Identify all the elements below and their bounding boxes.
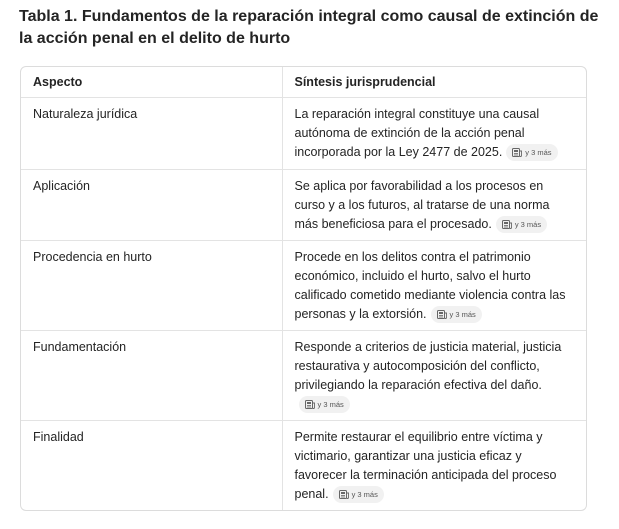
citation-chip[interactable] (431, 306, 482, 323)
table-row (21, 170, 586, 241)
data-table (20, 66, 587, 511)
citation-label: y 3 más (449, 310, 476, 320)
table-row (21, 331, 586, 421)
synthesis-text: Permite restaurar el equilibrio entre víctima y victimario, garantizar una justicia eficaz y favorecer la terminación anticipada del proceso penal. (294, 430, 557, 501)
aspect-cell: Procedencia en hurto (21, 241, 282, 331)
synthesis-text: Procede en los delitos contra el patrimonio económico, incluido el hurto, salvo el hurto calificado cometido mediante violencia contra las personas y la extorsión. (294, 250, 566, 321)
news-icon (502, 220, 512, 229)
aspect-cell: Naturaleza jurídica (21, 98, 282, 170)
citation-label: y 3 más (525, 148, 552, 158)
news-icon (512, 148, 522, 157)
aspect-cell: Finalidad (21, 421, 282, 511)
synthesis-text: Responde a criterios de justicia material, justicia restaurativa y autocomposición del conflicto, privilegiando la reparación efectiva del daño. (294, 340, 562, 392)
table-row (21, 421, 586, 511)
synthesis-cell (282, 421, 586, 511)
synthesis-cell (282, 331, 586, 421)
synthesis-text: Se aplica por favorabilidad a los procesos en curso y a los futuros, al tratarse de una norma más beneficiosa para el procesado. (294, 179, 550, 231)
news-icon (305, 400, 315, 409)
aspect-cell: Aplicación (21, 170, 282, 241)
table-row (21, 98, 586, 170)
synthesis-cell (282, 241, 586, 331)
synthesis-cell (282, 170, 586, 241)
synthesis-cell (282, 98, 586, 170)
citation-chip[interactable] (299, 396, 350, 413)
synthesis-text: La reparación integral constituye una causal autónoma de extinción de la acción penal incorporada por la Ley 2477 de 2025. (294, 107, 540, 159)
citation-label: y 3 más (351, 490, 378, 500)
news-icon (437, 310, 447, 319)
citation-label: y 3 más (514, 220, 542, 230)
citation-label: y 3 más (317, 400, 344, 410)
table-title: Tabla 1. Fundamentos de la reparación integral como causal de extinción de la acción penal en el delito de hurto (19, 8, 599, 47)
citation-chip[interactable] (333, 486, 384, 503)
table-row (21, 241, 586, 331)
column-header-synthesis: Síntesis jurisprudencial (282, 67, 586, 98)
column-header-aspect: Aspecto (21, 67, 282, 98)
citation-chip[interactable] (496, 216, 547, 233)
news-icon (339, 490, 349, 499)
table-header-row (21, 67, 586, 98)
citation-chip[interactable] (506, 144, 557, 161)
aspect-cell: Fundamentación (21, 331, 282, 421)
